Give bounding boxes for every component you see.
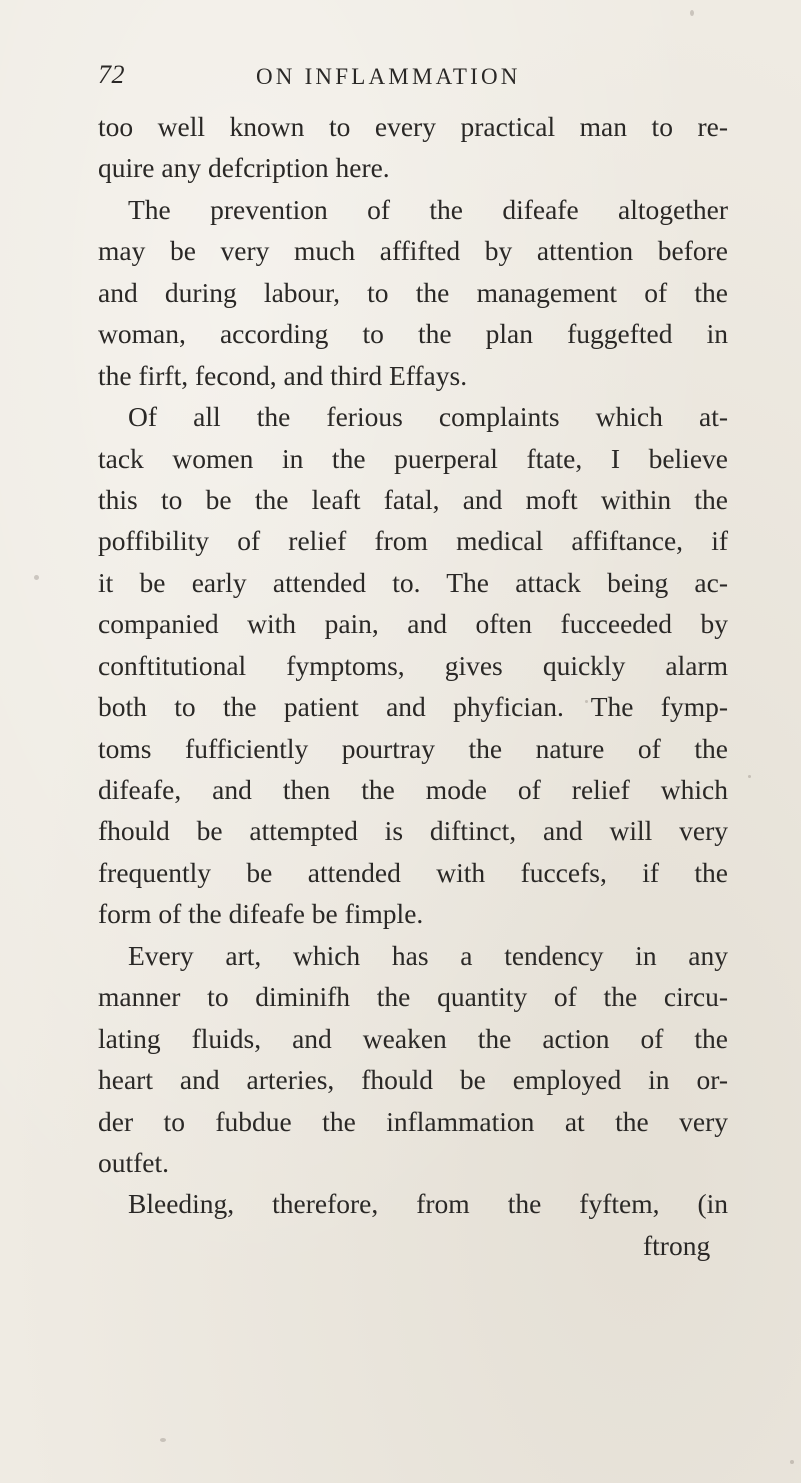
text-line: der to fubdue the inflammation at the very: [98, 1105, 728, 1137]
text-line: tack women in the puerperal ftate, I believe: [98, 442, 728, 474]
text-line: Of all the ferious complaints which at-: [128, 401, 728, 433]
text-line: frequently be attended with fuccefs, if the: [98, 856, 728, 888]
body-text: [98, 106, 728, 1266]
paper-speck: [790, 1460, 794, 1464]
page-header: [98, 58, 718, 98]
text-line: it be early attended to. The attack being ac-: [98, 566, 728, 598]
paper-speck: [160, 1438, 166, 1442]
text-line: woman, according to the plan fuggefted in: [98, 318, 728, 350]
text-line: companied with pain, and often fucceeded by: [98, 608, 728, 640]
text-line: the firft, fecond, and third Effays.: [98, 359, 468, 391]
catchword: ftrong: [643, 1229, 711, 1261]
text-line: toms fufficiently pourtray the nature of the: [98, 732, 728, 764]
text-line: lating fluids, and weaken the action of the: [98, 1022, 728, 1054]
text-line: difeafe, and then the mode of relief which: [98, 774, 728, 805]
text-line: quire any defcription here.: [98, 152, 390, 184]
text-line: conftitutional fymptoms, gives quickly alarm: [98, 649, 728, 681]
running-head: ON INFLAMMATION: [256, 64, 521, 89]
text-line: and during labour, to the management of the: [98, 276, 728, 308]
text-line: Bleeding, therefore, from the fyftem, (in: [128, 1188, 728, 1220]
text-line: Every art, which has a tendency in any: [128, 939, 728, 971]
text-line: this to be the leaft fatal, and moft within the: [98, 483, 728, 515]
paper-speck: [34, 575, 39, 580]
text-line: form of the difeafe be fimple.: [98, 898, 424, 930]
text-line: heart and arteries, fhould be employed in or-: [98, 1064, 728, 1096]
text-line: poffibility of relief from medical affiftance, if: [98, 525, 728, 557]
text-line: outfet.: [98, 1146, 170, 1178]
text-line: may be very much affifted by attention before: [98, 235, 728, 267]
text-line: too well known to every practical man to re-: [98, 111, 728, 142]
text-line: fhould be attempted is diftinct, and will very: [98, 815, 728, 847]
paper-speck: [748, 775, 751, 778]
text-line: manner to diminifh the quantity of the circu-: [98, 981, 728, 1013]
text-line: The prevention of the difeafe altogether: [128, 193, 728, 225]
text-line: both to the patient and phyfician. The fymp-: [98, 691, 728, 723]
page-number: 72: [98, 60, 125, 89]
paper-speck: [690, 10, 694, 16]
